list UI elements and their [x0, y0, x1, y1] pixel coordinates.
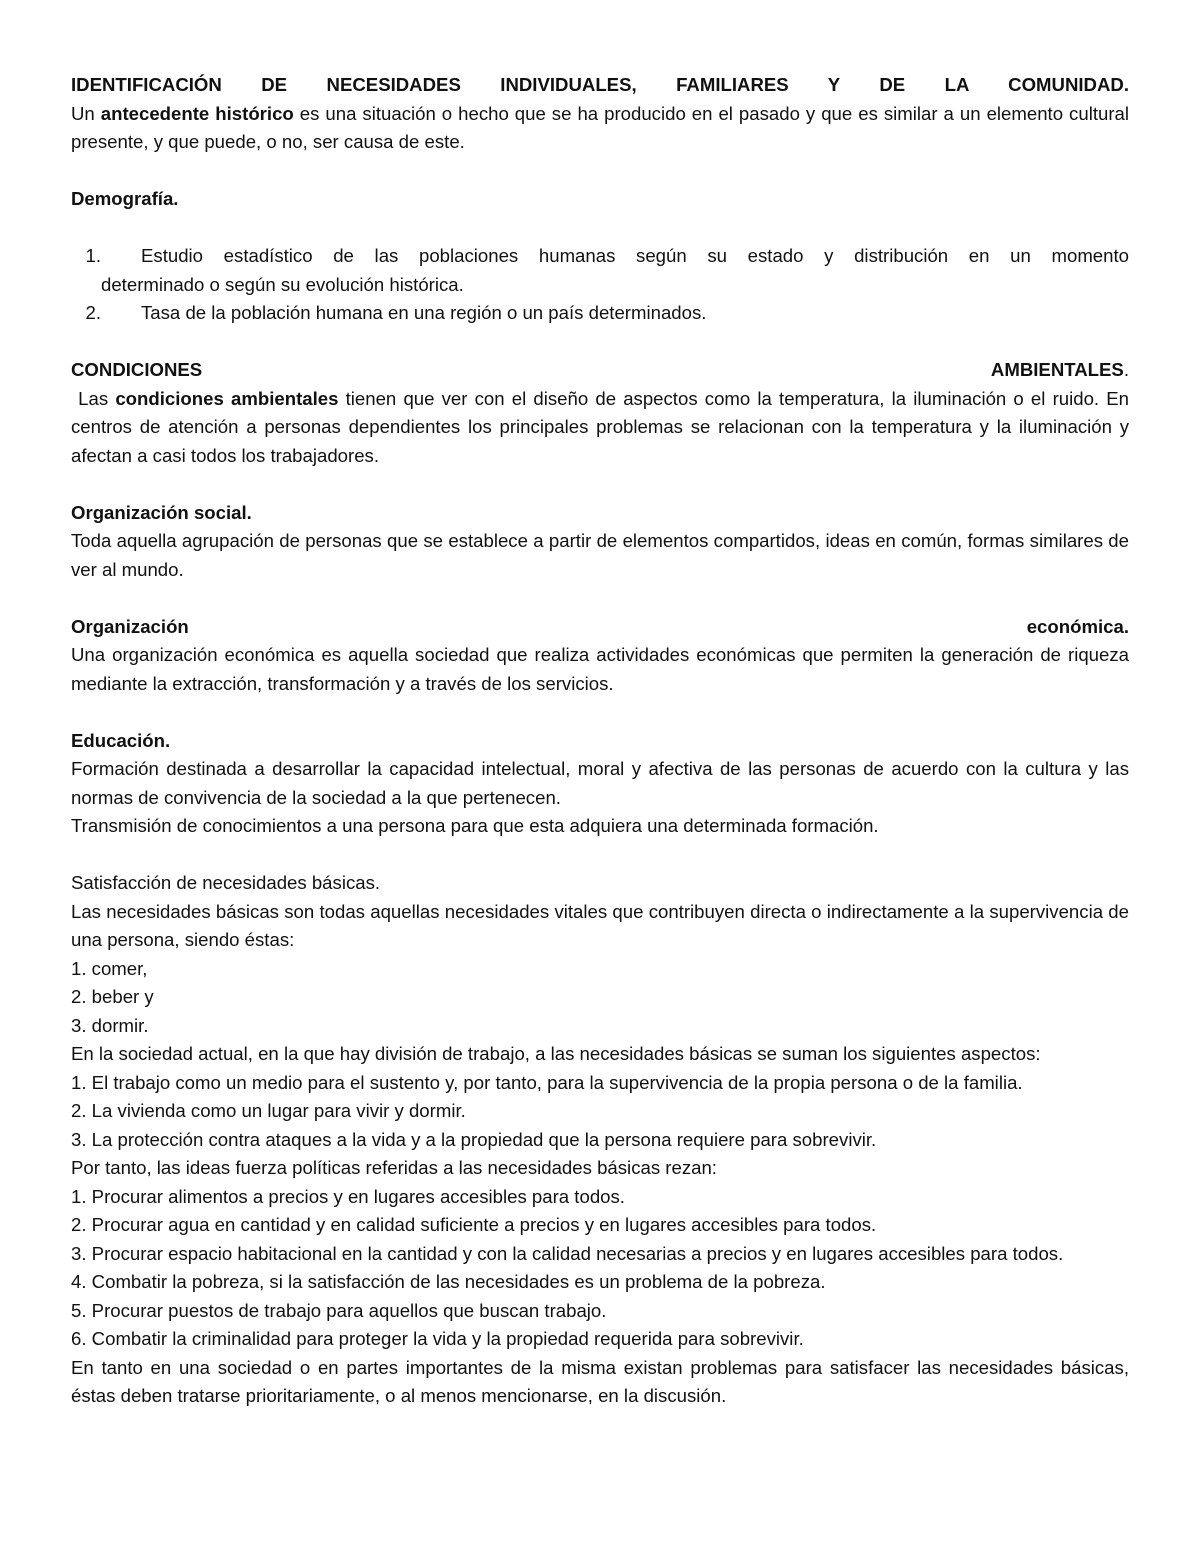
condiciones-heading-left: CONDICIONES	[71, 359, 203, 380]
list-item-number: 2.	[85, 302, 101, 323]
list-item	[71, 242, 1129, 271]
list-item: 1. Procurar alimentos a precios y en lugares accesibles para todos.	[71, 1185, 625, 1207]
condiciones-post: tienen que ver con el diseño de aspectos como la temperatura, la iluminación o el ruido. En centros de atención a personas dependientes los principales problemas se relacionan con la temperatura y la iluminación y afectan a casi todos los trabajadores.	[71, 387, 1129, 466]
list-item: 2. Procurar agua en cantidad y en calidad suficiente a precios y en lugares accesibles para todos.	[71, 1214, 877, 1235]
educacion-heading: Educación.	[71, 729, 171, 751]
list-item: 2. La vivienda como un lugar para vivir y dormir.	[71, 1100, 466, 1121]
condiciones-paragraph	[71, 385, 1129, 471]
list-item: 6. Combatir la criminalidad para proteger la vida y la propiedad requerida para sobrevivir.	[71, 1328, 804, 1349]
list-item-text: Estudio estadístico de las poblaciones humanas según su estado y distribución en un momento	[141, 245, 1129, 266]
org-social-paragraph: Toda aquella agrupación de personas que se establece a partir de elementos compartidos, ideas en común, formas similares de ver al mundo.	[71, 530, 1129, 580]
condiciones-bold-term: condiciones ambientales	[115, 387, 339, 409]
condiciones-heading-right: AMBIENTALES	[990, 359, 1124, 380]
condiciones-heading-right-wrap	[991, 356, 1129, 385]
condiciones-pre: Las	[71, 387, 116, 409]
demografia-list-2	[71, 299, 1129, 328]
demografia-list	[71, 242, 1129, 271]
list-item-text: Tasa de la población humana en una región o un país determinados.	[141, 302, 707, 323]
list-item: 4. Combatir la pobreza, si la satisfacción de las necesidades es un problema de la pobreza.	[71, 1271, 826, 1292]
condiciones-heading	[71, 356, 1129, 385]
org-economica-heading	[71, 613, 1129, 642]
org-economica-paragraph: Una organización económica es aquella sociedad que realiza actividades económicas que permiten la generación de riqueza mediante la extracción, transformación y a través de los servicios.	[71, 644, 1129, 694]
necesidades-ideas: Por tanto, las ideas fuerza políticas referidas a las necesidades básicas rezan:	[71, 1157, 717, 1178]
educacion-paragraph-2: Transmisión de conocimientos a una persona para que esta adquiera una determinada formación.	[71, 815, 879, 836]
list-item: 3. La protección contra ataques a la vida y a la propiedad que la persona requiere para sobrevivir.	[71, 1128, 877, 1150]
intro-pre: Un	[71, 102, 101, 124]
list-item: 3. Procurar espacio habitacional en la cantidad y con la calidad necesarias a precios y en lugares accesibles para todos.	[71, 1242, 1064, 1264]
necesidades-closing: En tanto en una sociedad o en partes importantes de la misma existan problemas para satisfacer las necesidades básicas, éstas deben tratarse prioritariamente, o al menos mencionarse, en la discusión.	[71, 1356, 1129, 1406]
necesidades-heading: Satisfacción de necesidades básicas.	[71, 872, 381, 893]
list-item-continuation: determinado o según su evolución histórica.	[101, 273, 464, 295]
educacion-paragraph-1: Formación destinada a desarrollar la capacidad intelectual, moral y afectiva de las personas de acuerdo con la cultura y las normas de convivencia de la sociedad a la que pertenecen.	[71, 758, 1129, 808]
demografia-heading: Demografía.	[71, 188, 179, 209]
org-social-heading: Organización social.	[71, 501, 252, 523]
necesidades-society: En la sociedad actual, en la que hay división de trabajo, a las necesidades básicas se suman los siguientes aspectos:	[71, 1043, 1041, 1064]
list-item: 5. Procurar puestos de trabajo para aquellos que buscan trabajo.	[71, 1299, 607, 1321]
org-economica-heading-left: Organización	[71, 615, 189, 637]
necesidades-intro: Las necesidades básicas son todas aquellas necesidades vitales que contribuyen directa o indirectamente a la supervivencia de una persona, siendo éstas:	[71, 900, 1129, 950]
intro-post: es una situación o hecho que se ha producido en el pasado y que es similar a un elemento cultural presente, y que puede, o no, ser causa de este.	[71, 102, 1129, 152]
org-economica-heading-right: económica.	[1026, 615, 1129, 637]
intro-bold-term: antecedente histórico	[100, 102, 294, 124]
list-item-number: 1.	[85, 245, 101, 266]
list-item: 1. comer,	[71, 957, 148, 979]
list-item	[71, 299, 1129, 328]
list-item: 1. El trabajo como un medio para el sustento y, por tanto, para la supervivencia de la propia persona o de la familia.	[71, 1071, 1023, 1093]
list-item: 2. beber y	[71, 986, 154, 1007]
document-title: IDENTIFICACIÓN DE NECESIDADES INDIVIDUALES, FAMILIARES Y DE LA COMUNIDAD.	[71, 74, 1129, 95]
list-item: 3. dormir.	[71, 1014, 149, 1036]
intro-paragraph	[71, 100, 1129, 157]
condiciones-heading-dot: .	[1123, 359, 1129, 380]
